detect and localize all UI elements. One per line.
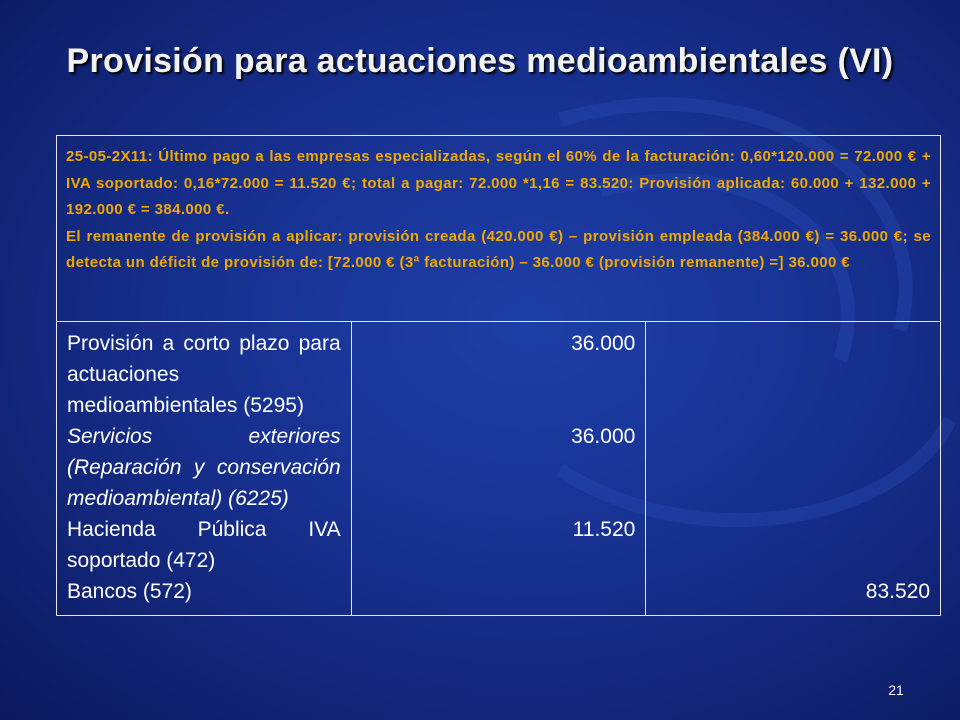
entry-row (57, 322, 941, 616)
account-bancos-572: Bancos (572) (67, 580, 192, 603)
debit-amount-6225: 36.000 (571, 425, 636, 448)
account-iva-472: Hacienda Pública IVA soportado (472) (67, 518, 341, 572)
note-paragraph-1: 25-05-2X11: Último pago a las empresas especializadas, según el 60% de la facturación: 0,60*120.000 = 72.000 € + IVA soportado: 0,16*72.000 = 11.520 €; total a pagar: 72.000 *1,16 = 83.520: Provisión aplicada: 60.000 + 132.000 + 192.000 € = 384.000 €. (66, 148, 931, 218)
slide-title: Provisión para actuaciones medioambientales (VI) (66, 42, 894, 80)
journal-entry-table (56, 135, 941, 616)
credit-column (646, 322, 941, 616)
credit-amount-5295 (646, 328, 930, 421)
explanation-note (57, 136, 941, 322)
credit-amount-6225 (646, 421, 930, 514)
account-provision-5295: Provisión a corto plazo para actuaciones medioambientales (5295) (67, 332, 341, 417)
credit-amount-472 (646, 514, 930, 576)
debit-column (351, 322, 646, 616)
note-row (57, 136, 941, 322)
note-paragraph-2: El remanente de provisión a aplicar: provisión creada (420.000 €) – provisión empleada (384.000 €) = 36.000 €; se detecta un déficit de provisión de: [72.000 € (3ª facturación) – 36.000 € (provisión remanente) =] 36.000 € (66, 227, 931, 271)
debit-amount-572 (352, 576, 636, 607)
page-number: 21 (888, 682, 904, 698)
credit-amount-572: 83.520 (865, 580, 930, 603)
accounts-column (57, 322, 352, 616)
account-servicios-6225: Servicios exteriores (Reparación y conservación medioambiental) (6225) (67, 425, 341, 510)
debit-amount-472: 11.520 (572, 518, 636, 541)
debit-amount-5295: 36.000 (571, 332, 636, 355)
